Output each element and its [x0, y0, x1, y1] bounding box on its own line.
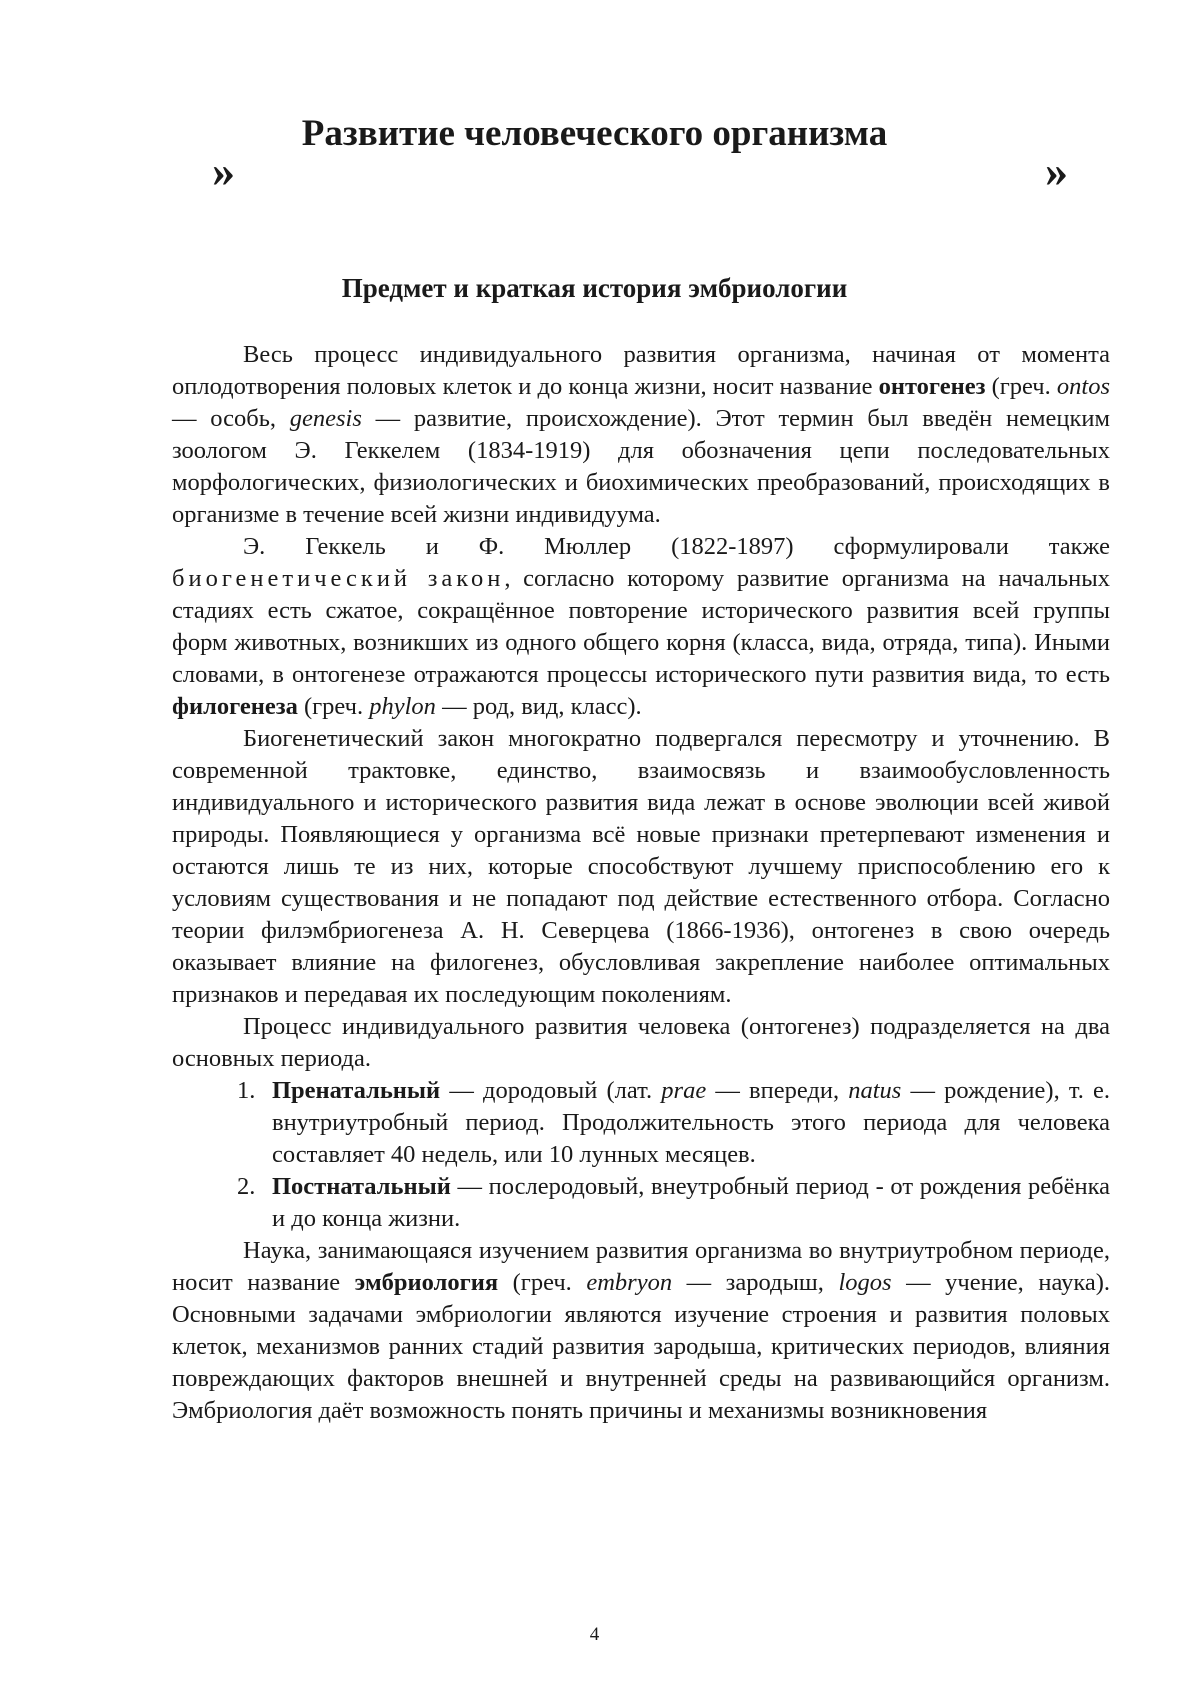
paragraph-periods-intro: Процесс индивидуального развития человека (онтогенез) подразделяется на два основных периода. — [172, 1013, 1110, 1072]
periods-list — [172, 1075, 1110, 1235]
section-title: Предмет и краткая история эмбриологии — [341, 273, 848, 303]
term-biogenetic-law: биогенетический закон — [172, 565, 505, 592]
paragraph-biogenetic-revision: Биогенетический закон многократно подвергался пересмотру и уточнению. В современной трактовке, единство, взаимосвязь и взаимообусловленность индивидуального и исторического развития вида лежат в основе эволюции всей живой природы. Появляющиеся у организма всё новые признаки претерпевают изменения и остаются лишь те из них, которые способствуют лучшему приспособлению его к условиям существования и не попадают под действие естественного отбора. Согласно теории филэмбриогенеза А. Н. Северцева (1866-1936), онтогенез в свою очередь оказывает влияние на филогенез, обусловливая закрепление наиболее оптимальных признаков и передавая их последующим поколениям. — [172, 725, 1110, 1008]
paragraph-embryology: Наука, занимающаяся изучением развития организма во внутриутробном периоде, носит название эмбриология (греч. embryon — зародыш, logos — учение, наука). Основными задачами эмбриологии являются изучение строения и развития половых клеток, механизмов ранних стадий развития зародыша, критических периодов, влияния повреждающих факторов внешней и внутренней среды на развивающийся организм. Эмбриология даёт возможность понять причины и механизмы возникновения — [172, 1237, 1111, 1424]
term-phylogenesis: филогенеза — [172, 693, 298, 720]
page-title: Развитие человеческого организма — [301, 113, 888, 154]
term-prenatal: Пренатальный — [272, 1077, 441, 1104]
paragraph-ontogenesis: Весь процесс индивидуального развития организма, начиная от момента оплодотворения половых клеток и до конца жизни, носит название онтогенез (греч. ontos — особь, genesis — развитие, происхождение). Этот термин был введён немецким зоологом Э. Геккелем (1834-1919) для обозначения цепи последовательных морфологических, физиологических и биохимических преобразований, происходящих в организме в течение всей жизни индивидуума. — [172, 341, 1110, 528]
term-postnatal: Постнатальный — [272, 1173, 451, 1200]
body-text — [172, 339, 1110, 1427]
left-quote-mark: » — [212, 145, 235, 196]
list-number: 2. — [237, 1173, 256, 1200]
list-item: 1. Пренатальный — дородовый (лат. prae — впереди, natus — рождение), т. е. внутриутробный период. Продолжительность этого периода для человека составляет 40 недель, или 10 лунных месяцев. — [237, 1077, 1111, 1168]
page-number: 4 — [589, 1624, 600, 1645]
right-quote-mark: » — [1045, 145, 1068, 196]
term-ontogenesis: онтогенез — [878, 373, 986, 400]
list-number: 1. — [237, 1077, 256, 1104]
paragraph-biogenetic-law: Э. Геккель и Ф. Мюллер (1822-1897) сформулировали также биогенетический закон, согласно которому развитие организма на начальных стадиях есть сжатое, сокращённое повторение исторического развития всей группы форм животных, возникших из одного общего корня (класса, вида, отряда, типа). Иными словами, в онтогенезе отражаются процессы исторического пути развития вида, то есть филогенеза (греч. phylon — род, вид, класс). — [172, 533, 1110, 720]
list-item: 2. Постнатальный — послеродовый, внеутробный период - от рождения ребёнка и до конца жизни. — [237, 1173, 1110, 1232]
term-embryology: эмбриология — [354, 1269, 499, 1296]
